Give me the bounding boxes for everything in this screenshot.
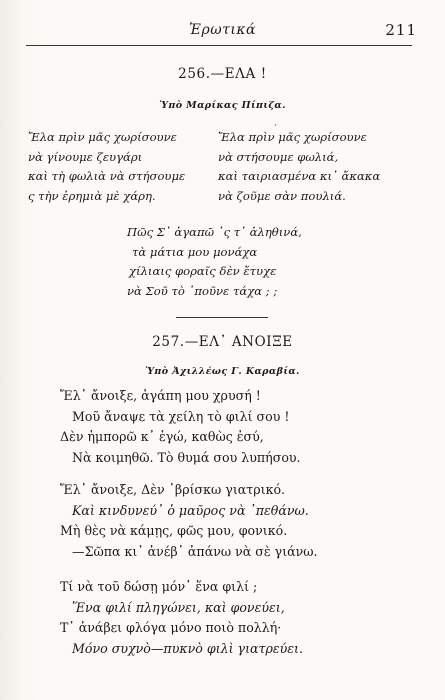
print-mark: ˌ xyxy=(274,118,277,128)
verse-line: Ἔλα πρὶν μᾶς χωρίσουνε xyxy=(28,130,177,144)
verse-line: Μοῦ ἄναψε τὰ χείλη τὸ φιλί σου ! xyxy=(72,408,290,424)
poem-256-title: 256.—ΕΛΑ ! xyxy=(178,66,267,82)
verse-line: καὶ ταιριασμένα κι᾽ ἄκακα xyxy=(218,169,381,183)
poem-257-stanza-3 xyxy=(60,577,303,659)
poem-257-stanza-2 xyxy=(60,480,318,562)
verse-line: χίλιαις φοραῖς δὲν ἔτυχε xyxy=(129,264,277,278)
verse-line: Δὲν ἠμπορῶ κ᾽ ἐγώ, καθὼς ἐσύ, xyxy=(60,429,264,444)
verse-line: ς τὴν ἐρημιὰ μὲ χάρη. xyxy=(28,188,156,203)
poem-257-author: Ὑπὸ Ἀχιλλέως Γ. Καραβία. xyxy=(145,366,300,377)
poem-257-stanza-1 xyxy=(60,386,301,468)
poem-256-closing-stanza xyxy=(127,223,302,301)
verse-line: νὰ γίνουμε ζευγάρι xyxy=(28,149,143,164)
verse-line: Ἔλα πρὶν μᾶς χωρίσουνε xyxy=(218,130,367,144)
header-rule xyxy=(26,45,412,46)
verse-line: Ἕνα φιλί πληγώνει, καὶ φονεύει, xyxy=(72,599,285,615)
running-header-title: Ἐρωτικά xyxy=(189,22,256,38)
verse-line: Καὶ κινδυνεύ᾽ ὁ μαῦρος νὰ ᾽πεθάνω. xyxy=(72,502,309,518)
verse-line: Τ᾽ ἀνάβει φλόγα μόνο ποιὸ πολλή· xyxy=(60,620,282,635)
verse-line: νὰ στήσουμε φωλιά, xyxy=(218,149,339,164)
verse-line: —Σῶπα κι᾽ ἀνέβ᾽ ἀπάνω νὰ σὲ γιάνω. xyxy=(72,543,318,559)
verse-line: Τί νὰ τοῦ δώσῃ μόν᾽ ἕνα φιλί ; xyxy=(60,579,258,594)
verse-line: Νὰ κοιμηθῶ. Τὸ θυμά σου λυπήσου. xyxy=(72,449,301,465)
poem-256-author: Ὑπὸ Μαρίκας Πίπιζα. xyxy=(159,100,286,111)
verse-line: τὰ μάτια μου μονάχα xyxy=(132,244,258,259)
verse-line: νὰ ζοῦμε σὰν πουλιά. xyxy=(218,188,346,203)
section-separator xyxy=(176,317,268,318)
verse-line: Ἔλ᾽ ἄνοιξε, ἀγάπη μου χρυσή ! xyxy=(60,388,261,403)
verse-line: Πῶς Σ᾽ ἀγαπῶ ᾽ς τ᾽ ἀληθινά, xyxy=(127,225,302,239)
verse-line: νὰ Σοῦ τὸ ᾽ποῦνε τάχα ; ; xyxy=(127,283,278,298)
verse-line: καὶ τὴ φωλιὰ νὰ στήσουμε xyxy=(28,169,186,183)
poem-256-right-stanza xyxy=(218,128,380,206)
poem-256-left-stanza xyxy=(28,128,185,206)
verse-line: Ἔλ᾽ ἄνοιξε, Δὲν ᾽βρίσκω γιατρικό. xyxy=(60,482,286,497)
poem-257-title: 257.—ΕΛ᾽ ΑΝΟΙΞΕ xyxy=(152,334,293,350)
page-number: 211 xyxy=(385,21,417,39)
verse-line: Μόνο συχνὸ—πυκνὸ φιλὶ γιατρεύει. xyxy=(72,640,303,656)
verse-line: Μὴ θὲς νὰ κάμῃς, φῶς μου, φονικό. xyxy=(60,523,288,538)
